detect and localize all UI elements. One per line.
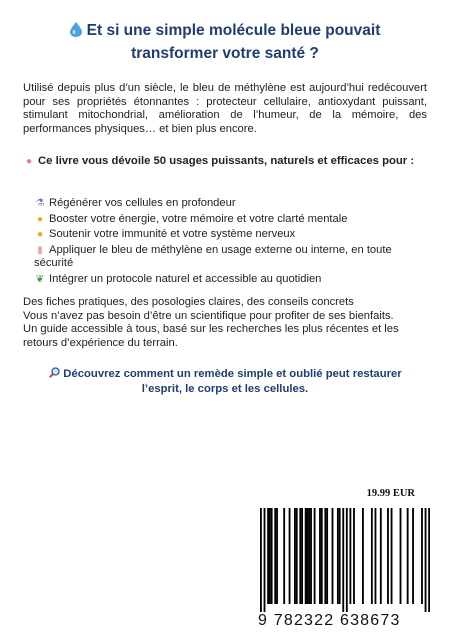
benefits-list (34, 197, 424, 289)
note-line: Des fiches pratiques, des posologies claires, des conseils concrets (23, 296, 354, 308)
barcode-bar (305, 508, 307, 604)
barcode-bar (428, 508, 430, 612)
magnifier-icon (48, 367, 60, 382)
barcode-bar (353, 508, 355, 604)
barcode-bar (308, 508, 310, 604)
brain-icon: ● (25, 156, 33, 167)
cta-line-1: Découvrez comment un remède simple et oublié peut restaurer (63, 368, 402, 380)
barcode-bar (326, 508, 328, 604)
flexed-biceps-icon: ● (36, 229, 44, 241)
barcode-bar (283, 508, 285, 604)
list-item: ⚗ Régénérer vos cellules en profondeur (35, 197, 236, 209)
barcode-bar (319, 508, 321, 604)
barcode-bar (342, 508, 344, 612)
barcode-bar (332, 508, 334, 604)
call-to-action (40, 367, 410, 396)
barcode-bar (346, 508, 348, 612)
barcode-bar (362, 508, 364, 604)
barcode-bar (349, 508, 351, 604)
barcode-bar (307, 508, 309, 604)
barcode-bar (296, 508, 298, 604)
barcode-bar (299, 508, 301, 604)
barcode-bar (294, 508, 296, 604)
barcode-bar (375, 508, 377, 604)
list-item: ● Soutenir votre immunité et votre système nerveux (34, 228, 424, 242)
lightbulb-icon: ● (36, 213, 44, 225)
barcode-bar (267, 508, 269, 604)
barcode-bar (324, 508, 326, 604)
barcode-bar (337, 508, 339, 604)
cta-line-2: l’esprit, le corps et les cellules. (141, 383, 309, 395)
barcode-bar (421, 508, 423, 604)
isbn-barcode (250, 504, 433, 634)
back-cover-title (40, 20, 410, 64)
list-item: ▮ Appliquer le bleu de méthylène en usage externe ou interne, en toute sécurité (34, 243, 392, 270)
barcode-bar (321, 508, 323, 604)
barcode-bars (260, 508, 430, 612)
barcode-bar (412, 508, 414, 604)
price-label: 19.99 EUR (366, 488, 415, 499)
barcode-bar (269, 508, 271, 604)
barcode-bar (274, 508, 276, 604)
herb-icon: ❦ (35, 273, 45, 285)
barcode-bar (339, 508, 341, 604)
features-heading (23, 155, 427, 169)
barcode-bar (264, 508, 266, 612)
barcode-bar (407, 508, 409, 604)
barcode-bar (387, 508, 389, 604)
intro-paragraph: Utilisé depuis plus d’un siècle, le bleu de méthylène est aujourd’hui redécouvert pour ses propriétés étonnantes : protecteur cellulaire, antioxydant puissant, stimulant mitochondrial, amélioration de l’humeur, de la mémoire, des performances physiques… et bien plus encore. (23, 82, 427, 135)
barcode-bar (391, 508, 393, 604)
barcode-bar (400, 508, 402, 604)
barcode-bar (310, 508, 312, 604)
title-line-2: transformer votre santé ? (131, 45, 319, 62)
note-line: Un guide accessible à tous, basé sur les recherches les plus récentes et les retours d’expérience du terrain. (23, 323, 399, 349)
barcode-bar (301, 508, 303, 604)
features-heading-text: Ce livre vous dévoile 50 usages puissants, naturels et efficaces pour : (38, 155, 415, 167)
list-item: ● Booster votre énergie, votre mémoire et votre clarté mentale (34, 213, 424, 227)
barcode-bar (289, 508, 291, 604)
barcode-bar (371, 508, 373, 604)
droplet-icon (70, 22, 82, 43)
barcode-bar (425, 508, 427, 612)
barcode-bar (260, 508, 262, 612)
barcode-bar (380, 508, 382, 604)
barcode-bar (271, 508, 273, 604)
notes-block (23, 296, 427, 350)
microscope-icon: ⚗ (35, 198, 45, 209)
isbn-number: 9 782322 638673 (258, 612, 401, 629)
note-line: Vous n’avez pas besoin d’être un scientifique pour profiter de ses bienfaits. (23, 309, 394, 322)
list-item: ❦ Intégrer un protocole naturel et accessible au quotidien (35, 272, 322, 285)
barcode-bar (276, 508, 278, 604)
barcode-bar (314, 508, 316, 604)
test-tube-icon: ▮ (37, 244, 43, 256)
title-line-1: Et si une simple molécule bleue pouvait (86, 22, 381, 39)
